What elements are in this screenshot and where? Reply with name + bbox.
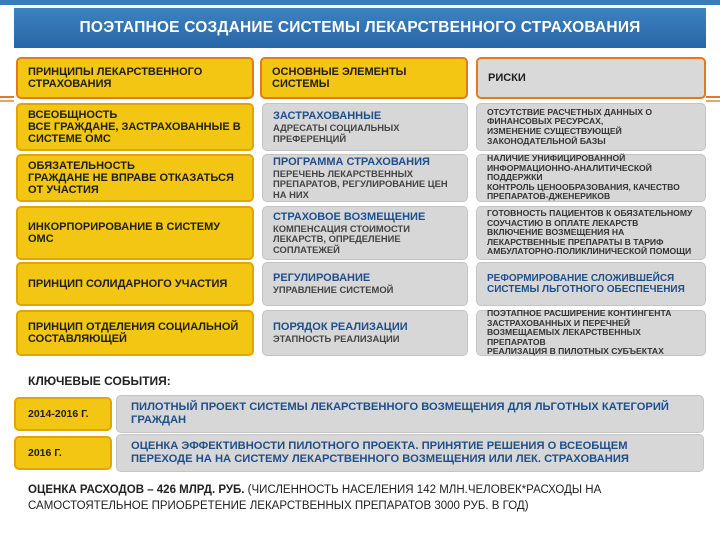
principle-5 [16, 310, 254, 356]
cost-estimate-rest: (ЧИСЛЕННОСТЬ НАСЕЛЕНИЯ 142 МЛН.ЧЕЛОВЕК*РАСХОДЫ НА САМОСТОЯТЕЛЬНОЕ ПРИОБРЕТЕНИЕ ЛЕКАРСТВЕННЫХ ПРЕПАРАТОВ 3000 РУБ. В ГОД) [28, 484, 602, 512]
element-4-sub: УПРАВЛЕНИЕ СИСТЕМОЙ [273, 284, 394, 296]
event-2-text: ОЦЕНКА ЭФФЕКТИВНОСТИ ПИЛОТНОГО ПРОЕКТА. ПРИНЯТИЕ РЕШЕНИЯ О ВСЕОБЩЕМ ПЕРЕХОДЕ НА НА СИСТЕМУ ЛЕКАРСТВЕННОГО ВОЗМЕЩЕНИЯ ИЛИ ЛЕК. СТРАХОВАНИЯ [116, 434, 704, 472]
risk-1 [476, 103, 706, 151]
risk-5-text: ПОЭТАПНОЕ РАСШИРЕНИЕ КОНТИНГЕНТА ЗАСТРАХОВАННЫХ И ПЕРЕЧНЕЙ ВОЗМЕЩАЕМЫХ ЛЕКАРСТВЕННЫХ ПРЕПАРАТОВ РЕАЛИЗАЦИЯ В ПИЛОТНЫХ СУБЪЕКТАХ [487, 307, 672, 357]
element-5 [262, 310, 468, 356]
element-2-sub: ПЕРЕЧЕНЬ ЛЕКАРСТВЕННЫХ ПРЕПАРАТОВ, РЕГУЛИРОВАНИЕ ЦЕН НА НИХ [273, 167, 448, 200]
principle-3 [16, 206, 254, 260]
element-4 [262, 262, 468, 306]
left-decor-stripes [0, 96, 14, 106]
header-principles-label: ПРИНЦИПЫ ЛЕКАРСТВЕННОГО СТРАХОВАНИЯ [28, 65, 203, 90]
cost-estimate-bold: ОЦЕНКА РАСХОДОВ – 426 МЛРД. РУБ. [28, 484, 245, 496]
event-2-year: 2016 Г. [14, 436, 112, 470]
element-2-head: ПРОГРАММА СТРАХОВАНИЯ [273, 155, 430, 168]
element-3-sub: КОМПЕНСАЦИЯ СТОИМОСТИ ЛЕКАРСТВ, ОПРЕДЕЛЕНИЕ СОПЛАТЕЖЕЙ [273, 222, 410, 255]
header-elements-label: ОСНОВНЫЕ ЭЛЕМЕНТЫ СИСТЕМЫ [272, 65, 407, 90]
principle-2 [16, 154, 254, 202]
risk-2 [476, 154, 706, 202]
header-risks-label: РИСКИ [488, 71, 526, 84]
principle-2-text: ОБЯЗАТЕЛЬНОСТЬ ГРАЖДАНЕ НЕ ВПРАВЕ ОТКАЗАТЬСЯ ОТ УЧАСТИЯ [28, 159, 234, 197]
header-risks [476, 57, 706, 99]
element-1-head: ЗАСТРАХОВАННЫЕ [273, 109, 382, 122]
element-4-head: РЕГУЛИРОВАНИЕ [273, 272, 371, 285]
element-1-sub: АДРЕСАТЫ СОЦИАЛЬНЫХ ПРЕФЕРЕНЦИЙ [273, 122, 400, 144]
element-3 [262, 206, 468, 260]
event-1-year: 2014-2016 Г. [14, 397, 112, 431]
risk-1-text: ОТСУТСТВИЕ РАСЧЕТНЫХ ДАННЫХ О ФИНАНСОВЫХ РЕСУРСАХ, ИЗМЕНЕНИЕ СУЩЕСТВУЮЩЕЙ ЗАКОНОДАТЕЛЬНОЙ БАЗЫ [487, 106, 653, 146]
risk-5 [476, 307, 706, 357]
principle-1-text: ВСЕОБЩНОСТЬ ВСЕ ГРАЖДАНЕ, ЗАСТРАХОВАННЫЕ В СИСТЕМЕ ОМС [28, 108, 241, 146]
event-1-text: ПИЛОТНЫЙ ПРОЕКТ СИСТЕМЫ ЛЕКАРСТВЕННОГО ВОЗМЕЩЕНИЯ ДЛЯ ЛЬГОТНЫХ КАТЕГОРИЙ ГРАЖДАН [116, 395, 704, 433]
element-1 [262, 103, 468, 151]
principle-4 [16, 262, 254, 306]
risk-2-text: НАЛИЧИЕ УНИФИЦИРОВАННОЙ ИНФОРМАЦИОННО-АНАЛИТИЧЕСКОЙ ПОДДЕРЖКИ КОНТРОЛЬ ЦЕНООБРАЗОВАНИЯ, КАЧЕСТВО ПРЕПАРАТОВ-ДЖЕНЕРИКОВ [487, 152, 680, 202]
risk-3 [476, 206, 706, 260]
right-decor-stripes [706, 96, 720, 106]
risk-4 [476, 262, 706, 306]
principle-4-text: ПРИНЦИП СОЛИДАРНОГО УЧАСТИЯ [28, 277, 228, 290]
principle-3-text: ИНКОРПОРИРОВАНИЕ В СИСТЕМУ ОМС [28, 220, 221, 245]
principle-5-text: ПРИНЦИП ОТДЕЛЕНИЯ СОЦИАЛЬНОЙ СОСТАВЛЯЮЩЕЙ [28, 320, 239, 345]
element-5-sub: ЭТАПНОСТЬ РЕАЛИЗАЦИИ [273, 333, 400, 345]
risk-4-text: РЕФОРМИРОВАНИЕ СЛОЖИВШЕЙСЯ СИСТЕМЫ ЛЬГОТНОГО ОБЕСПЕЧЕНИЯ [487, 272, 685, 295]
risk-3-text: ГОТОВНОСТЬ ПАЦИЕНТОВ К ОБЯЗАТЕЛЬНОМУ СОУЧАСТИЮ В ОПЛАТЕ ЛЕКАРСТВ ВКЛЮЧЕНИЕ ВОЗМЕЩЕНИЯ НА ЛЕКАРСТВЕННЫЕ ПРЕПАРАТЫ В ТАРИФ АМБУЛАТОРНО-ПОЛИКЛИНИЧЕСКОЙ ПОМОЩИ [487, 207, 693, 257]
element-3-head: СТРАХОВОЕ ВОЗМЕЩЕНИЕ [273, 210, 426, 223]
principle-1 [16, 103, 254, 151]
slide-title: ПОЭТАПНОЕ СОЗДАНИЕ СИСТЕМЫ ЛЕКАРСТВЕННОГО СТРАХОВАНИЯ [14, 8, 706, 48]
cost-estimate [28, 483, 708, 514]
header-principles [16, 57, 254, 99]
element-5-head: ПОРЯДОК РЕАЛИЗАЦИИ [273, 321, 408, 334]
key-events-title: КЛЮЧЕВЫЕ СОБЫТИЯ: [28, 374, 171, 388]
header-elements [260, 57, 468, 99]
element-2 [262, 154, 468, 202]
top-band [0, 0, 720, 5]
